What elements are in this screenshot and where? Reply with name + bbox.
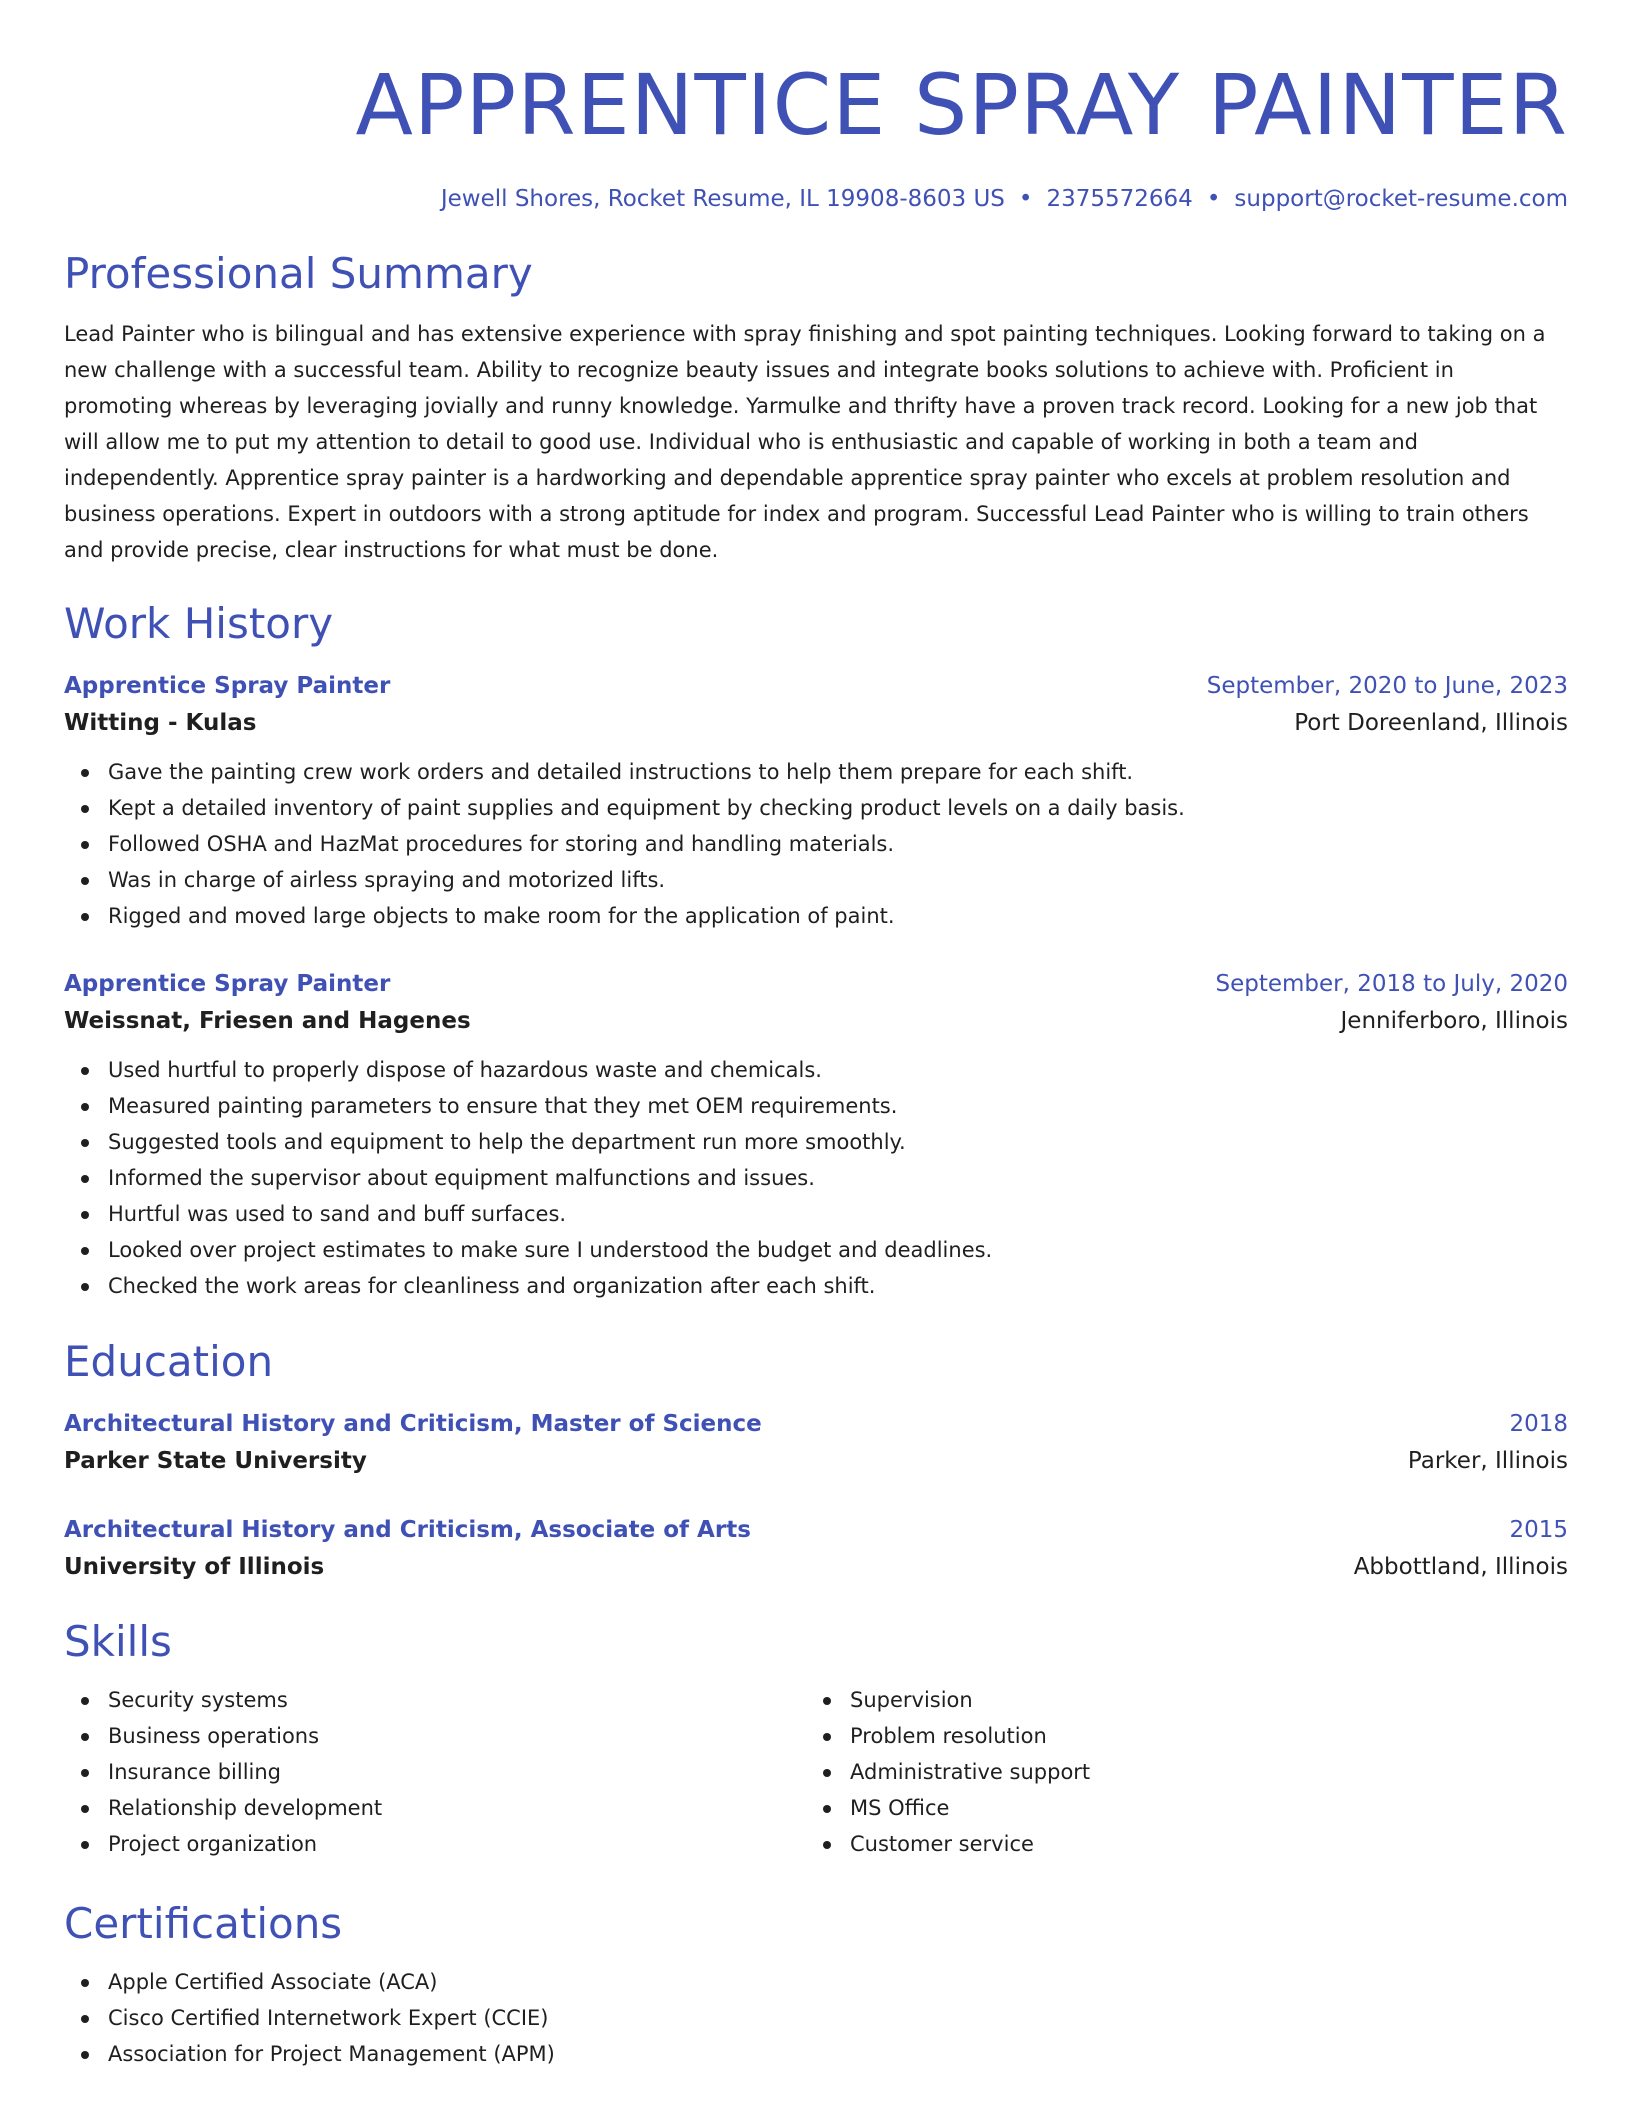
job-location: Port Doreenland, Illinois [1294,710,1568,736]
skill-item: Security systems [108,1682,806,1718]
job-duty: Informed the supervisor about equipment malfunctions and issues. [108,1160,1568,1196]
skill-item: Business operations [108,1718,806,1754]
degree-title: Architectural History and Criticism, Master of Science [64,1411,762,1437]
skills-columns [64,1670,1568,1862]
contact-email[interactable]: support@rocket-resume.com [1234,186,1568,212]
job-duty: Measured painting parameters to ensure that they met OEM requirements. [108,1088,1568,1124]
school-row [64,1548,1568,1586]
certifications-section [64,1896,1568,2072]
job-title-row [64,668,1568,704]
summary-heading: Professional Summary [64,249,533,298]
job-title: Apprentice Spray Painter [64,673,391,699]
job-duties-list [64,754,1568,934]
school-name: Parker State University [64,1448,367,1474]
contact-separator: • [1018,186,1033,212]
job-location: Jenniferboro, Illinois [1340,1008,1568,1034]
skill-item: Project organization [108,1826,806,1862]
skill-item: Insurance billing [108,1754,806,1790]
certification-item: Apple Certified Associate (ACA) [108,1964,1568,2000]
contact-line [64,184,1568,214]
job-company: Witting - Kulas [64,710,257,736]
resume-title: APPRENTICE SPRAY PAINTER [355,56,1568,154]
skill-item: Customer service [850,1826,1548,1862]
contact-address: Jewell Shores, Rocket Resume, IL 19908-8603 US [440,186,1005,212]
job-title: Apprentice Spray Painter [64,971,391,997]
job-duty: Was in charge of airless spraying and motorized lifts. [108,862,1568,898]
certification-item: Cisco Certified Internetwork Expert (CCIE) [108,2000,1568,2036]
job-duty: Gave the painting crew work orders and detailed instructions to help them prepare for each shift. [108,754,1568,790]
summary-text: Lead Painter who is bilingual and has extensive experience with spray finishing and spot painting techniques. Looking forward to taking on a new challenge with a successful team. Ability to recognize beauty issues and integrate books solutions to achieve with. Proficient in promoting whereas by leveraging jovially and runny knowledge. Yarmulke and thrifty have a proven track record. Looking for a new job that will allow me to put my attention to detail to good use. Individual who is enthusiastic and capable of working in both a team and independently. Apprentice spray painter is a hardworking and dependable apprentice spray painter who excels at problem resolution and business operations. Expert in outdoors with a strong aptitude for index and program. Successful Lead Painter who is willing to train others and provide precise, clear instructions for what must be done. [64,322,1546,562]
skills-heading: Skills [64,1617,172,1666]
job-duty: Looked over project estimates to make sure I understood the budget and deadlines. [108,1232,1568,1268]
skills-section [64,1614,1568,1862]
education-heading: Education [64,1337,274,1386]
job-entry [64,668,1568,934]
job-duties-list [64,1052,1568,1304]
school-location: Abbottland, Illinois [1353,1554,1568,1580]
job-company: Weissnat, Friesen and Hagenes [64,1008,471,1034]
summary-section [64,246,1568,568]
resume-page [64,0,1568,2072]
job-duty: Suggested tools and equipment to help the department run more smoothly. [108,1124,1568,1160]
job-dates: September, 2020 to June, 2023 [1206,673,1568,699]
school-row [64,1442,1568,1480]
certification-item: Association for Project Management (APM) [108,2036,1568,2072]
skills-list [806,1682,1548,1862]
job-entry [64,966,1568,1304]
job-duty: Checked the work areas for cleanliness and organization after each shift. [108,1268,1568,1304]
graduation-year: 2015 [1509,1517,1568,1543]
education-entry [64,1512,1568,1586]
skill-item: MS Office [850,1790,1548,1826]
contact-phone[interactable]: 2375572664 [1046,186,1193,212]
work-history-section [64,596,1568,1304]
education-entry [64,1406,1568,1480]
school-name: University of Illinois [64,1554,325,1580]
skill-item: Supervision [850,1682,1548,1718]
skills-list [64,1682,806,1862]
job-duty: Hurtful was used to sand and buff surfaces. [108,1196,1568,1232]
job-duty: Rigged and moved large objects to make room for the application of paint. [108,898,1568,934]
degree-row [64,1406,1568,1442]
job-company-row [64,704,1568,742]
skill-item: Problem resolution [850,1718,1548,1754]
job-title-row [64,966,1568,1002]
job-duty: Followed OSHA and HazMat procedures for storing and handling materials. [108,826,1568,862]
work-history-heading: Work History [64,599,334,648]
education-section [64,1334,1568,1586]
degree-title: Architectural History and Criticism, Associate of Arts [64,1517,751,1543]
skills-column-left [64,1670,806,1862]
skill-item: Relationship development [108,1790,806,1826]
job-duty: Kept a detailed inventory of paint supplies and equipment by checking product levels on a daily basis. [108,790,1568,826]
skills-column-right [806,1670,1548,1862]
graduation-year: 2018 [1509,1411,1568,1437]
degree-row [64,1512,1568,1548]
certifications-list [64,1964,1568,2072]
certifications-heading: Certifications [64,1899,343,1948]
job-dates: September, 2018 to July, 2020 [1215,971,1568,997]
contact-separator: • [1206,186,1221,212]
skill-item: Administrative support [850,1754,1548,1790]
job-duty: Used hurtful to properly dispose of hazardous waste and chemicals. [108,1052,1568,1088]
school-location: Parker, Illinois [1407,1448,1568,1474]
job-company-row [64,1002,1568,1040]
